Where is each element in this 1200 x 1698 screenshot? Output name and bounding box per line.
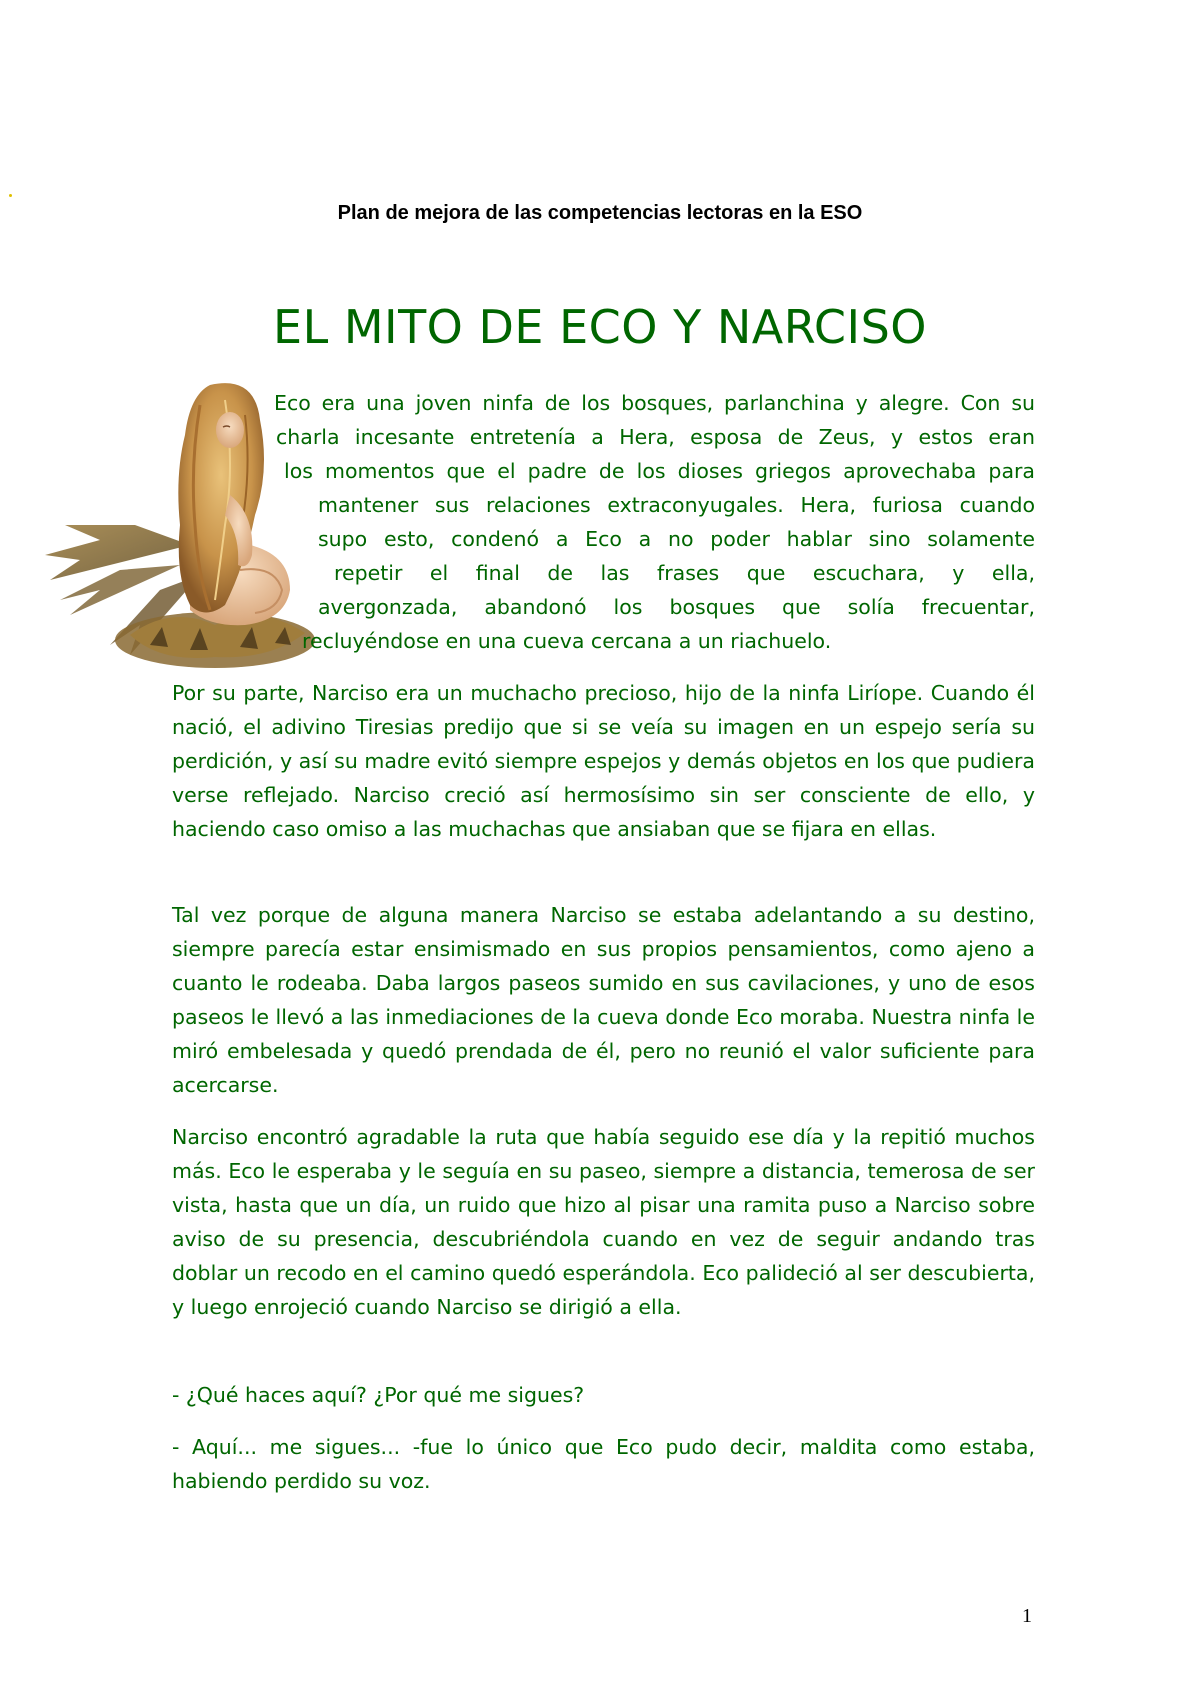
dialogue-line: - Aquí... me sigues... -fue lo único que Eco pudo decir, maldita como estaba, habiendo perdido su voz. — [172, 1435, 1035, 1493]
intro-line: recluyéndose en una cueva cercana a un riachuelo. — [302, 629, 832, 653]
document-title: EL MITO DE ECO Y NARCISO — [273, 300, 927, 354]
intro-line: los momentos que el padre de los dioses griegos aprovechaba para — [284, 459, 1035, 483]
intro-line: mantener sus relaciones extraconyugales. Hera, furiosa cuando — [318, 493, 1035, 517]
decorative-dot — [9, 194, 12, 197]
intro-line: charla incesante entretenía a Hera, esposa de Zeus, y estos eran — [276, 425, 1035, 449]
intro-line: supo esto, condenó a Eco a no poder hablar sino solamente — [318, 527, 1035, 551]
intro-line: avergonzada, abandonó los bosques que solía frecuentar, — [318, 595, 1035, 619]
page-header: Plan de mejora de las competencias lectoras en la ESO — [337, 202, 863, 224]
intro-line: Eco era una joven ninfa de los bosques, parlanchina y alegre. Con su — [274, 391, 1035, 415]
dialogue-line: - ¿Qué haces aquí? ¿Por qué me sigues? — [172, 1383, 585, 1407]
body-paragraph: Narciso encontró agradable la ruta que había seguido ese día y la repitió muchos más. Eco le esperaba y le seguía en su paseo, siempre a distancia, temerosa de ser vista, hasta que un día, un ruido que hizo al pisar una ramita puso a Narciso sobre aviso de su presencia, descubriéndola cuando en vez de seguir andando tras doblar un recodo en el camino quedó esperándola. Eco palideció al ser descubierta, y luego enrojeció cuando Narciso se dirigió a ella. — [172, 1125, 1035, 1319]
intro-line: repetir el final de las frases que escuchara, y ella, — [334, 561, 1035, 585]
page-number: 1 — [1022, 1605, 1032, 1627]
body-paragraph: Tal vez porque de alguna manera Narciso se estaba adelantando a su destino, siempre parecía estar ensimismado en sus propios pensamientos, como ajeno a cuanto le rodeaba. Daba largos paseos sumido en sus cavilaciones, y uno de esos paseos le llevó a las inmediaciones de la cueva donde Eco moraba. Nuestra ninfa le miró embelesada y quedó prendada de él, pero no reunió el valor suficiente para acercarse. — [172, 903, 1035, 1097]
body-paragraph: Por su parte, Narciso era un muchacho precioso, hijo de la ninfa Liríope. Cuando él nació, el adivino Tiresias predijo que si se veía su imagen en un espejo sería su perdición, y así su madre evitó siempre espejos y demás objetos en los que pudiera verse reflejado. Narciso creció así hermosísimo sin ser consciente de ello, y haciendo caso omiso a las muchachas que ansiaban que se fijara en ellas. — [172, 681, 1035, 841]
